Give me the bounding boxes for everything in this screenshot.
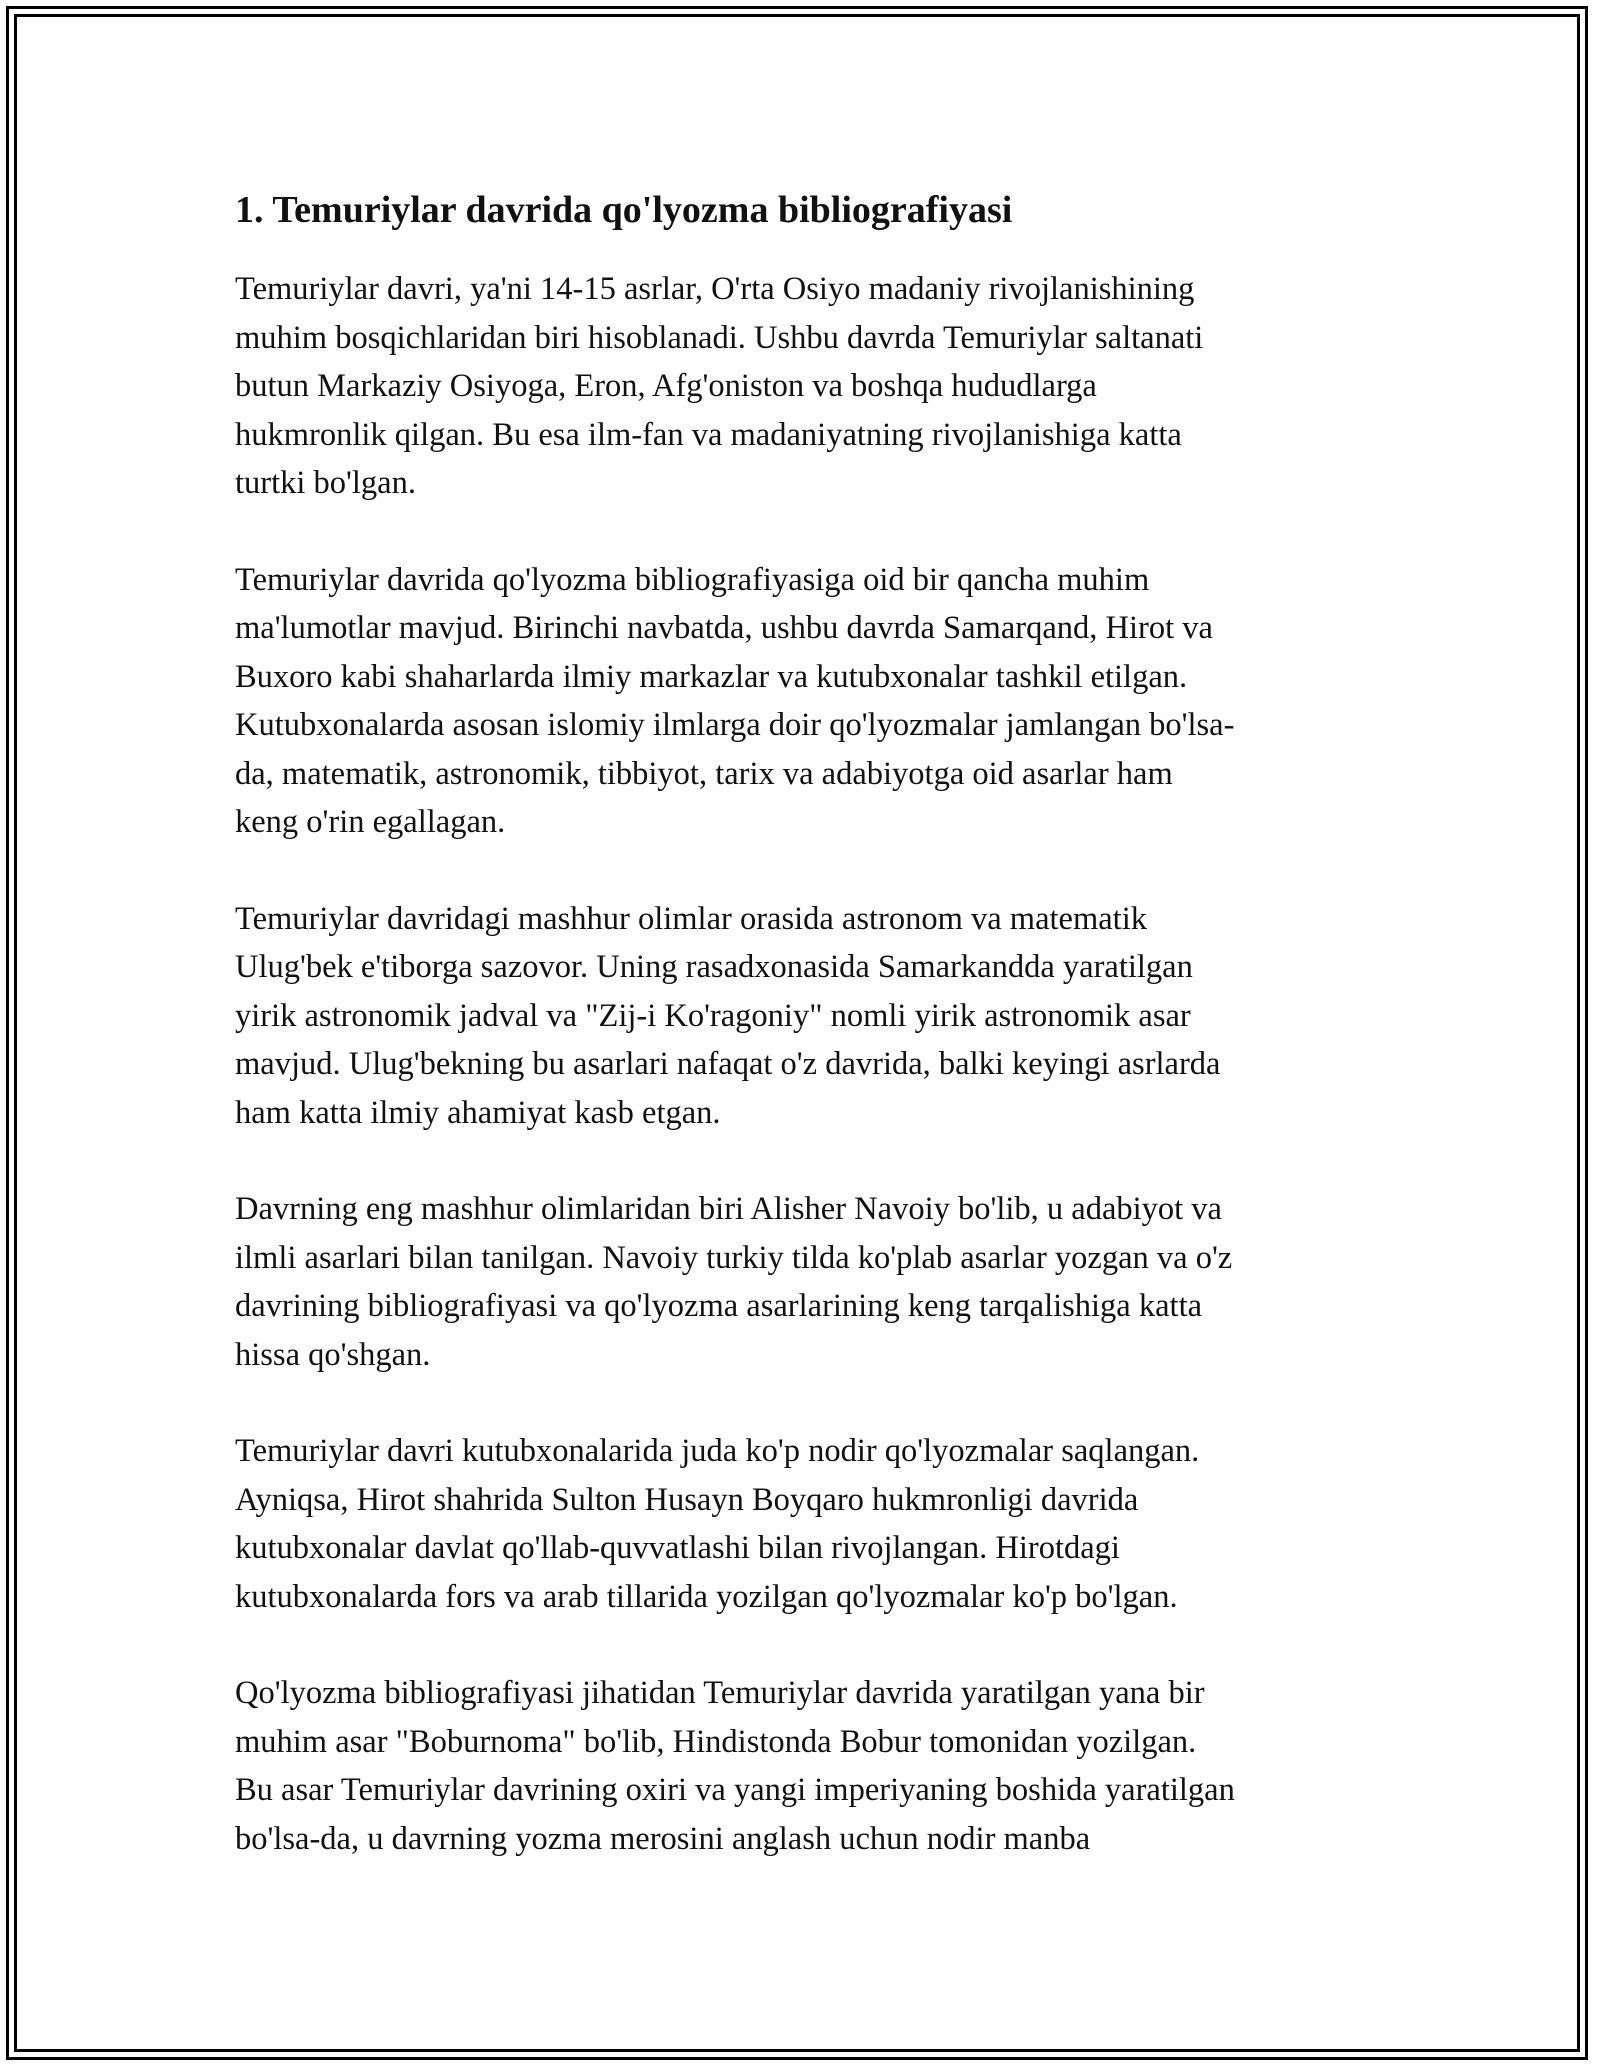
- paragraph-5: Temuriylar davri kutubxonalarida juda ko'p nodir qo'lyozmalar saqlangan. Ayniqsa, Hirot shahrida Sulton Husayn Boyqaro hukmronligi davrida kutubxonalar davlat qo'llab-quvvatlashi bilan rivojlangan. Hirotdagi kutubxonalarda fors va arab tillarida yozilgan qo'lyozmalar ko'p bo'lgan.: [235, 1433, 1200, 1615]
- document-body: [235, 185, 1375, 1911]
- paragraph-3: Temuriylar davridagi mashhur olimlar orasida astronom va matematik Ulug'bek e'tiborga sazovor. Uning rasadxonasida Samarkandda yaratilgan yirik astronomik jadval va "Zij-i Ko'ragoniy" nomli yirik astronomik asar mavjud. Ulug'bekning bu asarlari nafaqat o'z davrida, balki keyingi asrlarda ham katta ilmiy ahamiyat kasb etgan.: [235, 900, 1221, 1131]
- paragraph-4: Davrning eng mashhur olimlaridan biri Alisher Navoiy bo'lib, u adabiyot va ilmli asarlari bilan tanilgan. Navoiy turkiy tilda ko'plab asarlar yozgan va o'z davrining bibliografiyasi va qo'lyozma asarlarining keng tarqalishiga katta hissa qo'shgan.: [235, 1191, 1233, 1373]
- paragraph-1: Temuriylar davri, ya'ni 14-15 asrlar, O'rta Osiyo madaniy rivojlanishining muhim bosqichlaridan biri hisoblanadi. Ushbu davrda Temuriylar saltanati butun Markaziy Osiyoga, Eron, Afg'oniston va boshqa hududlarga hukmronlik qilgan. Bu esa ilm-fan va madaniyatning rivojlanishiga katta turtki bo'lgan.: [235, 271, 1204, 501]
- paragraph-6: Qo'lyozma bibliografiyasi jihatidan Temuriylar davrida yaratilgan yana bir muhim asar "Boburnoma" bo'lib, Hindistonda Bobur tomonidan yozilgan. Bu asar Temuriylar davrining oxiri va yangi imperiyaning boshida yaratilgan bo'lsa-da, u davrning yozma merosini anglash uchun nodir manba: [235, 1675, 1235, 1857]
- section-heading: 1. Temuriylar davrida qo'lyozma bibliografiyasi: [235, 189, 1013, 231]
- paragraph-2: Temuriylar davrida qo'lyozma bibliografiyasiga oid bir qancha muhim ma'lumotlar mavjud. Birinchi navbatda, ushbu davrda Samarqand, Hirot va Buxoro kabi shaharlarda ilmiy markazlar va kutubxonalar tashkil etilgan. Kutubxonalarda asosan islomiy ilmlarga doir qo'lyozmalar jamlangan bo'lsa- da, matematik, astronomik, tibbiyot, tarix va adabiyotga oid asarlar ham keng o'rin egallagan.: [235, 561, 1235, 840]
